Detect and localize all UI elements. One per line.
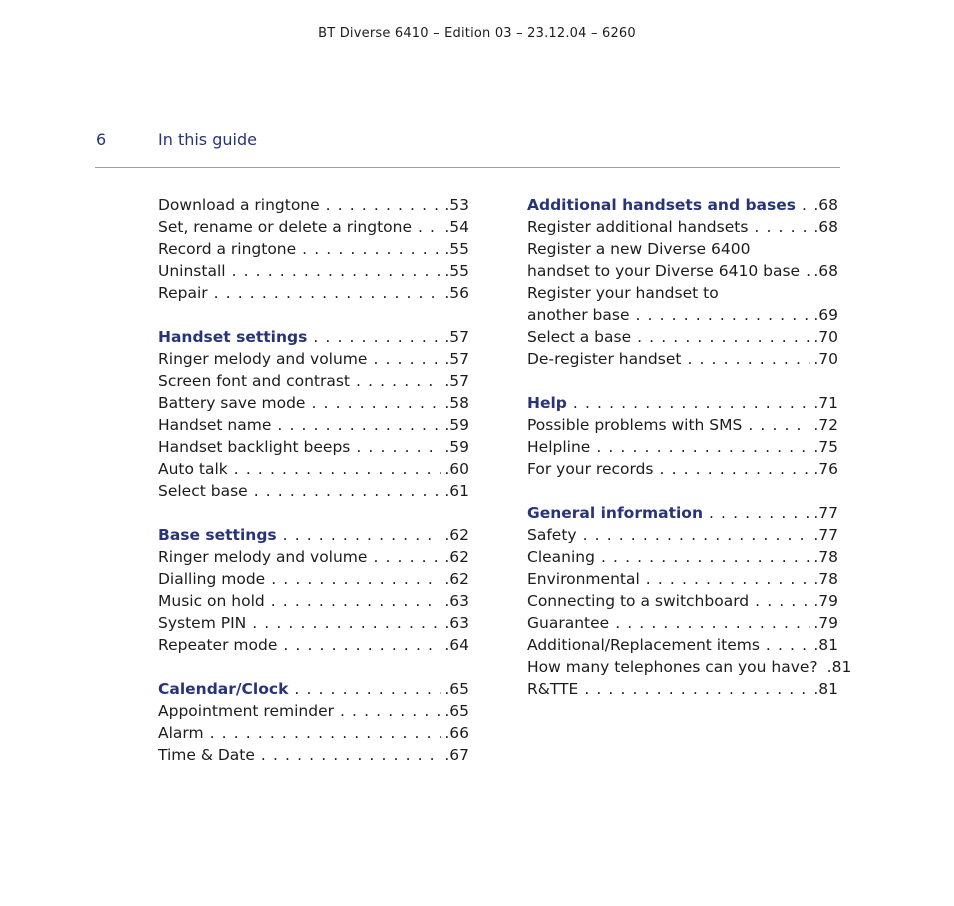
- toc-entry-label: Repeater mode: [158, 636, 278, 654]
- toc-heading-help[interactable]: [527, 392, 838, 414]
- toc-entry-label: Battery save mode: [158, 394, 306, 412]
- toc-entry-label: Handset backlight beeps: [158, 438, 351, 456]
- toc-page-number: .79: [813, 614, 838, 632]
- toc-entry-time-date[interactable]: [158, 744, 469, 766]
- toc-entry-label: Auto talk: [158, 460, 228, 478]
- toc-entry-helpline[interactable]: [527, 436, 838, 458]
- toc-entry-ringer-melody-and-volume[interactable]: [158, 348, 469, 370]
- toc-entry-label: R&TTE: [527, 680, 579, 698]
- toc-heading-general-information[interactable]: [527, 502, 838, 524]
- dot-leader: [340, 700, 441, 722]
- toc-page-number: .65: [444, 680, 469, 698]
- toc-entry-ringer-melody-and-volume[interactable]: [158, 546, 469, 568]
- toc-entry-label: Appointment reminder: [158, 702, 334, 720]
- toc-group: [158, 678, 469, 766]
- running-header: BT Diverse 6410 – Edition 03 – 23.12.04 – 6260: [318, 26, 636, 41]
- toc-page-number: .57: [444, 372, 469, 390]
- toc-page-number: .59: [444, 416, 469, 434]
- toc-entry-label: De-register handset: [527, 350, 682, 368]
- dot-leader: [261, 744, 441, 766]
- toc-entry-cleaning[interactable]: [527, 546, 838, 568]
- toc-entry-label: Calendar/Clock: [158, 680, 289, 698]
- toc-entry-label: Download a ringtone: [158, 196, 320, 214]
- toc-group: [527, 392, 838, 480]
- toc-group: [527, 194, 838, 370]
- dot-leader: [210, 722, 442, 744]
- toc-entry-label: Additional/Replacement items: [527, 636, 760, 654]
- toc-entry-label: Alarm: [158, 724, 204, 742]
- toc-entry-label: Select a base: [527, 328, 632, 346]
- toc-page-number: .65: [444, 702, 469, 720]
- toc-entry-select-base[interactable]: [158, 480, 469, 502]
- toc-entry-de-register-handset[interactable]: [527, 348, 838, 370]
- toc-entry-record-a-ringtone[interactable]: [158, 238, 469, 260]
- toc-left-column: [158, 194, 469, 788]
- toc-entry-label: How many telephones can you have?: [527, 658, 818, 676]
- toc-entry-label: Help: [527, 394, 567, 412]
- toc-entry-repair[interactable]: [158, 282, 469, 304]
- toc-entry-label: Record a ringtone: [158, 240, 297, 258]
- page-number: 6: [96, 130, 107, 149]
- toc-page-number: .79: [813, 592, 838, 610]
- header-divider: [95, 167, 840, 168]
- dot-leader: [252, 612, 441, 634]
- dot-leader: [232, 260, 442, 282]
- dot-leader: [766, 634, 810, 656]
- toc-entry-dialling-mode[interactable]: [158, 568, 469, 590]
- toc-entry-system-pin[interactable]: [158, 612, 469, 634]
- toc-right-column: [527, 194, 852, 722]
- toc-entry-music-on-hold[interactable]: [158, 590, 469, 612]
- dot-leader: [596, 436, 810, 458]
- toc-entry-set-rename-or-delete-a-ringtone[interactable]: [158, 216, 469, 238]
- dot-leader: [755, 590, 810, 612]
- toc-entry-possible-problems-with-sms[interactable]: [527, 414, 838, 436]
- toc-entry-label: another base: [527, 306, 630, 324]
- dot-leader: [277, 414, 441, 436]
- dot-leader: [254, 480, 442, 502]
- toc-entry-environmental[interactable]: [527, 568, 838, 590]
- toc-page-number: .72: [813, 416, 838, 434]
- dot-leader: [311, 392, 441, 414]
- toc-page-number: .61: [444, 482, 469, 500]
- toc-page-number: .63: [444, 592, 469, 610]
- toc-page-number: .81: [826, 658, 852, 676]
- dot-leader: [601, 546, 810, 568]
- toc-page-number: .81: [813, 680, 838, 698]
- dot-leader: [234, 458, 442, 480]
- toc-entry-label: Dialling mode: [158, 570, 266, 588]
- toc-entry-register-additional-handsets[interactable]: [527, 216, 838, 238]
- toc-entry-label: Register additional handsets: [527, 218, 749, 236]
- toc-page-number: .59: [444, 438, 469, 456]
- dot-leader: [660, 458, 811, 480]
- toc-entry-select-a-base[interactable]: [527, 326, 838, 348]
- section-title: In this guide: [158, 130, 257, 149]
- toc-entry-connecting-to-a-switchboard[interactable]: [527, 590, 838, 612]
- toc-page-number: .63: [444, 614, 469, 632]
- dot-leader: [754, 216, 810, 238]
- toc-entry-label: Helpline: [527, 438, 591, 456]
- toc-entry-label: Connecting to a switchboard: [527, 592, 750, 610]
- dot-leader: [373, 348, 441, 370]
- toc-page-number: .77: [813, 526, 838, 544]
- toc-page-number: .62: [444, 526, 469, 544]
- toc-entry-label: Cleaning: [527, 548, 595, 566]
- toc-page-number: .66: [444, 724, 469, 742]
- toc-entry-repeater-mode[interactable]: [158, 634, 469, 656]
- toc-page-number: .78: [813, 548, 838, 566]
- toc-entry-label: Base settings: [158, 526, 277, 544]
- toc-page-number: .68: [813, 218, 838, 236]
- dot-leader: [271, 568, 441, 590]
- toc-page-number: .76: [813, 460, 838, 478]
- toc-entry-label: Uninstall: [158, 262, 226, 280]
- toc-entry-screen-font-and-contrast[interactable]: [158, 370, 469, 392]
- dot-leader: [687, 348, 810, 370]
- toc-page-number: .64: [444, 636, 469, 654]
- toc-page-number: .67: [444, 746, 469, 764]
- toc-entry-label: Ringer melody and volume: [158, 548, 368, 566]
- toc-entry-appointment-reminder[interactable]: [158, 700, 469, 722]
- toc-entry-label: Handset name: [158, 416, 272, 434]
- toc-entry-label: Safety: [527, 526, 577, 544]
- toc-entry-additional-replacement-items[interactable]: [527, 634, 838, 656]
- dot-leader: [356, 370, 441, 392]
- toc-page-number: .81: [813, 636, 838, 654]
- toc-entry-another-base[interactable]: [527, 304, 838, 326]
- toc-entry-label: Ringer melody and volume: [158, 350, 368, 368]
- toc-entry-label: For your records: [527, 460, 654, 478]
- toc-page-number: .57: [444, 350, 469, 368]
- toc-entry-label: handset to your Diverse 6410 base: [527, 262, 801, 280]
- dot-leader: [583, 524, 811, 546]
- toc-page-number: .75: [813, 438, 838, 456]
- dot-leader: [709, 502, 810, 524]
- dot-leader: [806, 260, 810, 282]
- toc-entry-label: General information: [527, 504, 703, 522]
- toc-entry-label: Set, rename or delete a ringtone: [158, 218, 412, 236]
- dot-leader: [646, 568, 811, 590]
- toc-page-number: .62: [444, 570, 469, 588]
- dot-leader: [271, 590, 442, 612]
- toc-entry-guarantee[interactable]: [527, 612, 838, 634]
- dot-leader: [573, 392, 810, 414]
- toc-heading-additional-handsets-and-bases[interactable]: [527, 194, 838, 216]
- toc-entry-label: Additional handsets and bases: [527, 196, 796, 214]
- toc-heading-calendar-clock[interactable]: [158, 678, 469, 700]
- toc-entry-how-many-telephones-can-you-have[interactable]: [527, 656, 852, 678]
- toc-entry-download-a-ringtone[interactable]: [158, 194, 469, 216]
- toc-page-number: .68: [813, 196, 838, 214]
- dot-leader: [584, 678, 810, 700]
- dot-leader: [373, 546, 441, 568]
- toc-page-number: .54: [444, 218, 469, 236]
- toc-page-number: .55: [444, 262, 469, 280]
- dot-leader: [356, 436, 441, 458]
- dot-leader: [802, 194, 810, 216]
- toc-page-number: .78: [813, 570, 838, 588]
- toc-entry-label: Music on hold: [158, 592, 265, 610]
- toc-entry-battery-save-mode[interactable]: [158, 392, 469, 414]
- toc-page-number: .53: [444, 196, 469, 214]
- toc-page-number: .58: [444, 394, 469, 412]
- dot-leader: [748, 414, 810, 436]
- toc-page-number: .57: [444, 328, 469, 346]
- dot-leader: [418, 216, 441, 238]
- toc-entry-line: Register a new Diverse 6400: [527, 240, 751, 258]
- dot-leader: [326, 194, 442, 216]
- toc-page-number: .60: [444, 460, 469, 478]
- toc-entry-for-your-records[interactable]: [527, 458, 838, 480]
- toc-entry-label: Repair: [158, 284, 208, 302]
- toc-entry-handset-to-your-diverse-6410-base[interactable]: [527, 260, 838, 282]
- toc-page-number: .70: [813, 350, 838, 368]
- toc-entry-label: Select base: [158, 482, 248, 500]
- toc-entry-label: Handset settings: [158, 328, 308, 346]
- dot-leader: [294, 678, 441, 700]
- toc-entry-label: Time & Date: [158, 746, 255, 764]
- toc-group: [527, 502, 852, 700]
- toc-page-number: .56: [444, 284, 469, 302]
- toc-entry-uninstall[interactable]: [158, 260, 469, 282]
- dot-leader: [214, 282, 442, 304]
- toc-group: [158, 194, 469, 304]
- toc-page-number: .70: [813, 328, 838, 346]
- toc-entry-handset-name[interactable]: [158, 414, 469, 436]
- toc-entry-auto-talk[interactable]: [158, 458, 469, 480]
- toc-entry-label: System PIN: [158, 614, 247, 632]
- dot-leader: [283, 524, 442, 546]
- dot-leader: [283, 634, 441, 656]
- toc-entry-label: Environmental: [527, 570, 640, 588]
- toc-page-number: .62: [444, 548, 469, 566]
- toc-entry-handset-backlight-beeps[interactable]: [158, 436, 469, 458]
- toc-entry-r-tte[interactable]: [527, 678, 838, 700]
- toc-entry-alarm[interactable]: [158, 722, 469, 744]
- toc-heading-handset-settings[interactable]: [158, 326, 469, 348]
- toc-group: [158, 524, 469, 656]
- toc-entry-label: Possible problems with SMS: [527, 416, 743, 434]
- toc-heading-base-settings[interactable]: [158, 524, 469, 546]
- toc-entry-line: Register your handset to: [527, 284, 719, 302]
- toc-group: [158, 326, 469, 502]
- toc-entry-label: Guarantee: [527, 614, 610, 632]
- dot-leader: [302, 238, 441, 260]
- toc-page-number: .77: [813, 504, 838, 522]
- dot-leader: [637, 326, 810, 348]
- dot-leader: [615, 612, 810, 634]
- toc-page-number: .71: [813, 394, 838, 412]
- toc-entry-safety[interactable]: [527, 524, 838, 546]
- toc-page-number: .68: [813, 262, 838, 280]
- toc-page-number: .69: [813, 306, 838, 324]
- dot-leader: [313, 326, 441, 348]
- toc-entry-label: Screen font and contrast: [158, 372, 351, 390]
- dot-leader: [636, 304, 811, 326]
- toc-page-number: .55: [444, 240, 469, 258]
